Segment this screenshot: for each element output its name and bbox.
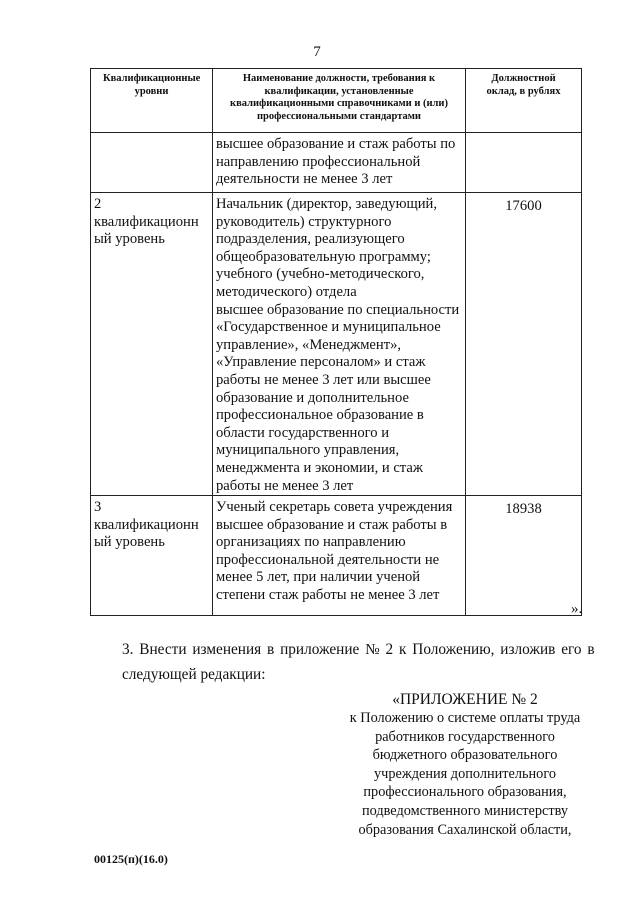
text-line: управление», «Менеджмент», (216, 336, 402, 353)
position-cell (213, 193, 466, 496)
appendix-header (330, 690, 600, 839)
salary-cell (466, 133, 582, 193)
text-line: области государственного и (216, 424, 390, 441)
text-line: «Управление персоналом» и стаж (216, 354, 426, 371)
level-cell (91, 496, 213, 616)
text-line: высшее образование и стаж работы по (216, 136, 456, 152)
text-line: квалификационн (94, 213, 199, 230)
appendix-line: работников государственного (375, 728, 555, 745)
appendix-line: к Положению о системе оплаты труда (349, 710, 581, 726)
salary-value: 17600 (505, 198, 542, 214)
text-line: степени стаж работы не менее 3 лет (216, 587, 440, 604)
level-number: 2 (94, 196, 102, 212)
appendix-line: учреждения дополнительного (374, 765, 556, 782)
text-line: менее 5 лет, при наличии ученой (216, 569, 421, 586)
text-line: учебного (учебно-методического, (216, 266, 425, 283)
table-row (91, 496, 582, 616)
level-number: 3 (94, 499, 102, 516)
position-cell (213, 133, 466, 193)
position-cell (213, 496, 466, 616)
text-line: Начальник (директор, заведующий, (216, 196, 437, 212)
qualification-table (90, 68, 582, 616)
appendix-line: образования Сахалинской области, (358, 821, 572, 838)
text-line: муниципального управления, (216, 442, 400, 459)
table-header-row (91, 69, 582, 133)
table-row (91, 133, 582, 193)
text-line: «Государственное и муниципальное (216, 319, 441, 336)
header-position-requirements: Наименование должности, требования к квалификации, установленные квалификационными справочниками и (или) профессиональными стандартами (213, 69, 466, 133)
text-line: менеджмента и экономии, и стаж (216, 459, 423, 476)
header-salary: Должностной оклад, в рублях (466, 69, 582, 133)
appendix-line: бюджетного образовательного (372, 747, 558, 764)
text-line: образование и дополнительное (216, 389, 409, 406)
text-line: Ученый секретарь совета учреждения (216, 499, 453, 516)
salary-cell (466, 193, 582, 496)
document-code: 00125(п)(16.0) (94, 852, 168, 866)
text-line: профессиональное образование в (216, 407, 424, 424)
text-line: организациях по направлению (216, 534, 406, 551)
text-line: высшее образование и стаж работы в (216, 516, 448, 533)
text-line: деятельности не менее 3 лет (216, 171, 393, 188)
appendix-title: «ПРИЛОЖЕНИЕ № 2 (392, 691, 538, 708)
level-cell (91, 133, 213, 193)
closing-quote: ». (571, 601, 583, 617)
text-line: методического) отдела (216, 283, 357, 300)
salary-cell (466, 496, 582, 616)
continuation-text (213, 133, 465, 189)
header-qualification-levels: Квалификационные уровни (91, 69, 213, 133)
level-cell (91, 193, 213, 496)
appendix-line: профессионального образования, (363, 784, 567, 801)
text-line: квалификационн (94, 516, 199, 533)
page-number: 7 (313, 44, 321, 60)
text-line: работы не менее 3 лет (216, 477, 354, 494)
paragraph-3-line-1: 3. Внести изменения в приложение № 2 к Положению, изложив его в (122, 641, 595, 658)
text-line: высшее образование по специальности (216, 301, 460, 318)
text-line: общеобразовательную программу; (216, 248, 431, 265)
text-line: работы не менее 3 лет или высшее (216, 371, 431, 388)
table-row (91, 193, 582, 496)
text-line: руководитель) структурного (216, 213, 392, 230)
paragraph-3-line-2: следующей редакции: (122, 666, 266, 683)
salary-value: 18938 (505, 501, 542, 518)
text-line: ый уровень (94, 534, 165, 551)
text-line: подразделения, реализующего (216, 231, 405, 248)
appendix-line: подведомственного министерству (361, 802, 569, 819)
text-line: ый уровень (94, 231, 165, 248)
text-line: профессиональной деятельности не (216, 551, 440, 568)
text-line: направлению профессиональной (216, 153, 421, 170)
